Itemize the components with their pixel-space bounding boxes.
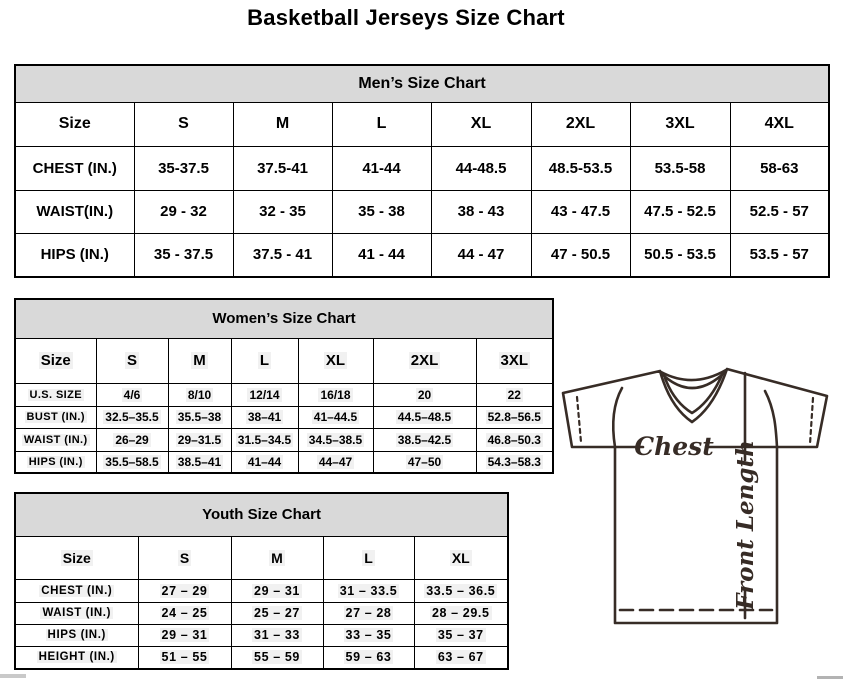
table-row (15, 406, 553, 428)
size-header: Size (15, 536, 138, 579)
table-title: Youth Size Chart (15, 493, 508, 536)
table-title-row (15, 299, 553, 338)
row-label: HIPS (IN.) (15, 451, 96, 473)
table-cell: 54.3–58.3 (476, 451, 553, 473)
table-cell: 59 – 63 (323, 646, 414, 669)
table-row (15, 383, 553, 406)
table-cell: 35-37.5 (134, 146, 233, 190)
column-header: M (231, 536, 323, 579)
table-cell: 58-63 (730, 146, 829, 190)
column-header: S (138, 536, 231, 579)
table-cell: 41–44.5 (298, 406, 373, 428)
column-header: XL (414, 536, 508, 579)
column-header: M (233, 102, 332, 146)
column-header: XL (298, 338, 373, 383)
column-header-row (15, 536, 508, 579)
jersey-outline (563, 369, 827, 623)
column-header: 3XL (476, 338, 553, 383)
table-cell: 24 – 25 (138, 602, 231, 624)
table-cell: 27 – 29 (138, 579, 231, 602)
table-cell: 26–29 (96, 428, 168, 451)
row-label: WAIST (IN.) (15, 428, 96, 451)
table-row (15, 646, 508, 669)
table-cell: 29 - 32 (134, 190, 233, 233)
mens-size-table (14, 64, 830, 278)
horizontal-scrollbar-thumb-left[interactable] (0, 674, 26, 678)
table-cell: 44 - 47 (431, 233, 531, 277)
table-title: Men’s Size Chart (15, 65, 829, 102)
table-cell: 25 – 27 (231, 602, 323, 624)
table-cell: 63 – 67 (414, 646, 508, 669)
table-row (15, 190, 829, 233)
row-label: CHEST (IN.) (15, 146, 134, 190)
table-cell: 38.5–42.5 (373, 428, 476, 451)
column-header: S (134, 102, 233, 146)
table-cell: 50.5 - 53.5 (630, 233, 730, 277)
table-title-row (15, 493, 508, 536)
table-cell: 31.5–34.5 (231, 428, 298, 451)
table-title-row (15, 65, 829, 102)
row-label: BUST (IN.) (15, 406, 96, 428)
table-row (15, 233, 829, 277)
armhole-seam-left (613, 388, 622, 447)
row-label: HIPS (IN.) (15, 233, 134, 277)
chest-label: Chest (634, 432, 714, 461)
table-cell: 35.5–58.5 (96, 451, 168, 473)
row-label: U.S. SIZE (15, 383, 96, 406)
womens-size-table (14, 298, 554, 474)
column-header: 4XL (730, 102, 829, 146)
column-header: 2XL (531, 102, 630, 146)
table-cell: 44–47 (298, 451, 373, 473)
table-cell: 44-48.5 (431, 146, 531, 190)
sleeve-stitch-right (810, 398, 813, 444)
row-label: HEIGHT (IN.) (15, 646, 138, 669)
table-row (15, 451, 553, 473)
table-cell: 53.5-58 (630, 146, 730, 190)
table-cell: 32.5–35.5 (96, 406, 168, 428)
table-row (15, 579, 508, 602)
row-label: HIPS (IN.) (15, 624, 138, 646)
table-cell: 12/14 (231, 383, 298, 406)
table-cell: 51 – 55 (138, 646, 231, 669)
table-row (15, 624, 508, 646)
table-cell: 27 – 28 (323, 602, 414, 624)
table-cell: 38–41 (231, 406, 298, 428)
table-cell: 43 - 47.5 (531, 190, 630, 233)
table-cell: 41–44 (231, 451, 298, 473)
table-title: Women’s Size Chart (15, 299, 553, 338)
table-cell: 35 - 37.5 (134, 233, 233, 277)
table-cell: 22 (476, 383, 553, 406)
table-cell: 35 - 38 (332, 190, 431, 233)
table-row (15, 602, 508, 624)
armhole-seam-right (765, 391, 777, 447)
sleeve-stitch-left (577, 397, 581, 442)
column-header: XL (431, 102, 531, 146)
column-header: 2XL (373, 338, 476, 383)
table-cell: 48.5-53.5 (531, 146, 630, 190)
row-label: WAIST(IN.) (15, 190, 134, 233)
table-cell: 46.8–50.3 (476, 428, 553, 451)
column-header-row (15, 102, 829, 146)
row-label: WAIST (IN.) (15, 602, 138, 624)
table-cell: 52.5 - 57 (730, 190, 829, 233)
page-title: Basketball Jerseys Size Chart (247, 5, 565, 30)
table-cell: 52.8–56.5 (476, 406, 553, 428)
column-header: L (231, 338, 298, 383)
table-cell: 16/18 (298, 383, 373, 406)
table-cell: 41-44 (332, 146, 431, 190)
table-cell: 32 - 35 (233, 190, 332, 233)
table-cell: 34.5–38.5 (298, 428, 373, 451)
table-cell: 29 – 31 (231, 579, 323, 602)
table-cell: 33 – 35 (323, 624, 414, 646)
table-cell: 53.5 - 57 (730, 233, 829, 277)
table-cell: 28 – 29.5 (414, 602, 508, 624)
table-cell: 29 – 31 (138, 624, 231, 646)
table-cell: 35 – 37 (414, 624, 508, 646)
table-cell: 37.5-41 (233, 146, 332, 190)
table-cell: 47–50 (373, 451, 476, 473)
table-cell: 33.5 – 36.5 (414, 579, 508, 602)
size-header: Size (15, 102, 134, 146)
table-cell: 35.5–38 (168, 406, 231, 428)
column-header: M (168, 338, 231, 383)
table-row (15, 428, 553, 451)
table-cell: 8/10 (168, 383, 231, 406)
table-cell: 44.5–48.5 (373, 406, 476, 428)
table-cell: 38 - 43 (431, 190, 531, 233)
table-cell: 4/6 (96, 383, 168, 406)
table-cell: 20 (373, 383, 476, 406)
table-cell: 41 - 44 (332, 233, 431, 277)
table-cell: 47.5 - 52.5 (630, 190, 730, 233)
column-header: S (96, 338, 168, 383)
table-cell: 31 – 33.5 (323, 579, 414, 602)
column-header: L (323, 536, 414, 579)
table-cell: 55 – 59 (231, 646, 323, 669)
table-row (15, 146, 829, 190)
table-cell: 31 – 33 (231, 624, 323, 646)
row-label: CHEST (IN.) (15, 579, 138, 602)
table-cell: 47 - 50.5 (531, 233, 630, 277)
jersey-diagram (550, 360, 843, 645)
table-cell: 37.5 - 41 (233, 233, 332, 277)
youth-size-table (14, 492, 509, 670)
column-header: L (332, 102, 431, 146)
size-header: Size (15, 338, 96, 383)
table-cell: 38.5–41 (168, 451, 231, 473)
table-cell: 29–31.5 (168, 428, 231, 451)
column-header: 3XL (630, 102, 730, 146)
column-header-row (15, 338, 553, 383)
front-length-label: Front Length (732, 440, 759, 610)
